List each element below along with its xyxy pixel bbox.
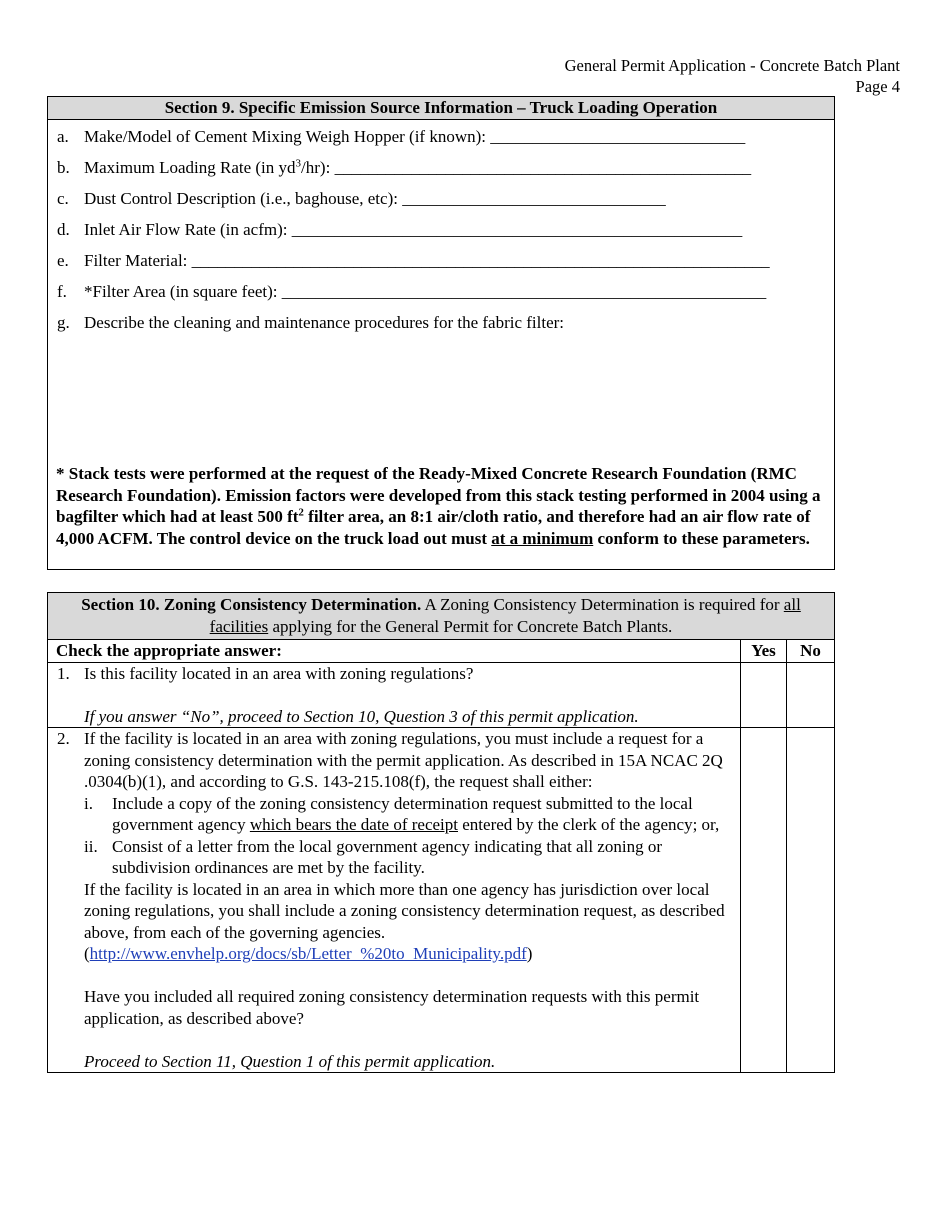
option-ii (84, 836, 734, 879)
table-header-row (48, 640, 834, 662)
question-1 (48, 662, 741, 728)
item-d (57, 220, 834, 240)
item-f (57, 282, 834, 302)
section-9-title: Section 9. Specific Emission Source Information – Truck Loading Operation (48, 97, 834, 120)
section-9 (47, 96, 835, 570)
option-underlined-text: which bears the date of receipt (249, 815, 458, 834)
check-label: Check the appropriate answer: (56, 641, 282, 660)
section-10 (47, 592, 835, 1073)
item-a (57, 127, 834, 147)
note-text: conform to these parameters. (593, 528, 810, 548)
note-text: filter area, an 8:1 air/cloth ratio, and therefore had an air flow rate of 4,000 ACFM. The control device on the truck load out must (56, 507, 811, 548)
item-label: Inlet Air Flow Rate (in acfm): (84, 220, 292, 239)
item-letter: b. (57, 158, 70, 177)
item-label: Describe the cleaning and maintenance procedures for the fabric filter: (84, 313, 565, 332)
question-1-instruction: If you answer “No”, proceed to Section 10, Question 3 of this permit application. (84, 706, 639, 726)
filter-area-field[interactable]: _________________________________________________________ (281, 282, 767, 301)
item-label: Filter Material: (84, 251, 192, 270)
section-9-items (48, 120, 834, 333)
note-underlined-text: at a minimum (491, 528, 594, 548)
stack-test-note (56, 463, 826, 549)
option-text: Consist of a letter from the local government agency indicating that all zoning or subdivision ordinances are met by the facility. (112, 836, 662, 877)
item-b (57, 158, 834, 178)
weigh-hopper-field[interactable]: ______________________________ (490, 127, 746, 146)
item-c (57, 189, 834, 209)
item-label: *Filter Area (in square feet): (84, 282, 282, 301)
superscript: 3 (295, 157, 302, 170)
item-label-suffix: /hr): (301, 158, 335, 177)
filter-material-field[interactable]: ____________________________________________________________________ (191, 251, 770, 270)
option-number: ii. (84, 836, 98, 856)
page-number: Page 4 (855, 77, 900, 96)
question-2-intro: If the facility is located in an area with zoning regulations, you must include a request for a zoning consistency determination with the permit application. As described in 15A NCAC 2Q .0304(b)(1), and according to G.S. 143-215.108(f), the request shall either: (84, 729, 723, 791)
item-letter: d. (57, 220, 70, 239)
question-2-instruction: Proceed to Section 11, Question 1 of this permit application. (84, 1051, 496, 1071)
document-title: General Permit Application - Concrete Batch Plant (564, 56, 900, 75)
section-10-underlined: all facilities (209, 595, 801, 636)
item-label: Make/Model of Cement Mixing Weigh Hopper (if known): (84, 127, 491, 146)
item-g (57, 313, 834, 333)
paren: ( (84, 944, 90, 963)
yes-column-header: Yes (741, 640, 787, 662)
question-number: 1. (57, 663, 70, 683)
item-letter: a. (57, 127, 69, 146)
option-number: i. (84, 793, 93, 813)
section-10-description: A Zoning Consistency Determination is required for (421, 595, 784, 614)
paren: ) (526, 944, 533, 963)
page-header (565, 55, 900, 97)
no-column-header: No (787, 640, 835, 662)
section-10-description: applying for the General Permit for Concrete Batch Plants. (268, 617, 673, 636)
item-letter: c. (57, 189, 69, 208)
section-10-title (48, 593, 834, 640)
question-2-text: Have you included all required zoning consistency determination requests with this permit application, as described above? (84, 987, 700, 1028)
q1-no-checkbox[interactable] (787, 662, 835, 728)
q2-no-checkbox[interactable] (787, 728, 835, 1073)
multi-agency-text: If the facility is located in an area in which more than one agency has jurisdiction over local zoning regulations, you shall include a zoning consistency determination request, as described above, from each of the governing agencies. (84, 879, 725, 942)
note-text: * Stack tests were performed at the request of the Ready-Mixed Concrete Research Foundation (RMC Research Foundation). Emission factors were developed from this stack testing performed in 2004 using a bagfilter which had at least 500 ft (56, 464, 821, 526)
dust-control-field[interactable]: _______________________________ (402, 189, 666, 208)
letter-link-line (84, 943, 734, 965)
superscript: 2 (298, 506, 304, 519)
item-letter: e. (57, 251, 69, 270)
zoning-question-table (48, 640, 834, 1072)
item-letter: f. (57, 282, 67, 301)
air-flow-rate-field[interactable]: _____________________________________________________ (291, 220, 743, 239)
option-i (84, 793, 734, 836)
question-1-text: Is this facility located in an area with zoning regulations? (84, 663, 474, 683)
q1-yes-checkbox[interactable] (741, 662, 787, 728)
q2-yes-checkbox[interactable] (741, 728, 787, 1073)
question-1-row (48, 662, 834, 728)
section-10-heading: Section 10. Zoning Consistency Determination. (81, 595, 422, 614)
question-2-row (48, 728, 834, 1073)
question-number: 2. (57, 729, 70, 748)
question-2 (48, 728, 741, 1073)
item-letter: g. (57, 313, 70, 332)
item-label: Maximum Loading Rate (in yd (84, 158, 296, 177)
option-text: entered by the clerk of the agency; or, (458, 815, 720, 834)
item-label: Dust Control Description (i.e., baghouse, etc): (84, 189, 403, 208)
item-e (57, 251, 834, 271)
loading-rate-field[interactable]: _________________________________________________ (334, 158, 752, 177)
municipality-letter-link[interactable]: http://www.envhelp.org/docs/sb/Letter_%20to_Municipality.pdf (89, 944, 527, 963)
option-text: Include a copy of the zoning consistency determination request submitted to the local government agency (112, 793, 693, 834)
